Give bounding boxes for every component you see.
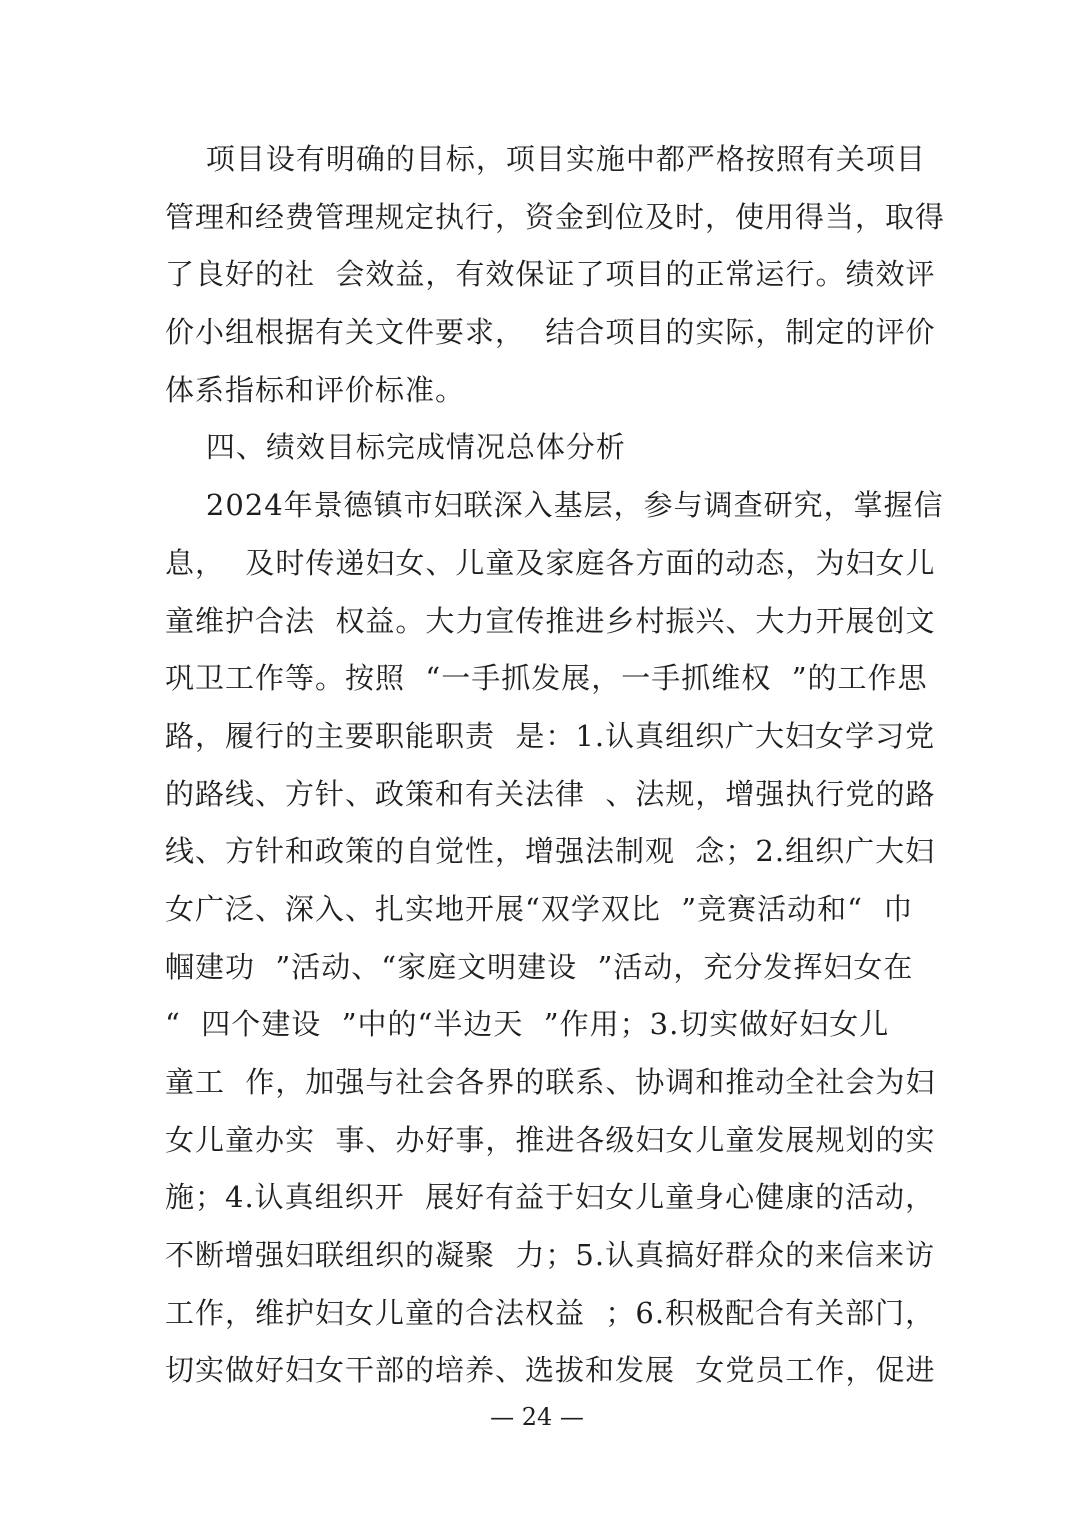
text-line: 女儿童办实 事、办好事，推进各级妇女儿童发展规划的实: [165, 1122, 936, 1157]
text-line: 帼建功 ”活动、“家庭文明建设 ”活动，充分发挥妇女在: [165, 949, 914, 984]
page-number: — 24 —: [490, 1403, 584, 1431]
text-line: 童维护合法 权益。大力宣传推进乡村振兴、大力开展创文: [165, 603, 936, 638]
text-line: 价小组根据有关文件要求， 结合项目的实际，制定的评价: [165, 315, 936, 350]
text-line: 童工 作，加强与社会各界的联系、协调和推动全社会为妇: [165, 1065, 936, 1099]
text-line: 了良好的社 会效益，有效保证了项目的正常运行。绩效评: [165, 257, 936, 292]
text-line: 的路线、方针、政策和有关法律 、法规，增强执行党的路: [165, 776, 936, 811]
body-text: [165, 140, 946, 1409]
text-line: 巩卫工作等。按照 “一手抓发展，一手抓维权 ”的工作思: [165, 661, 928, 696]
text-line: 不断增强妇联组织的凝聚 力；5.认真搞好群众的来信来访: [165, 1238, 936, 1273]
text-line: 管理和经费管理规定执行，资金到位及时，使用得当，取得: [165, 199, 946, 234]
text-line: 2024年景德镇市妇联深入基层，参与调查研究，掌握信: [165, 488, 944, 523]
text-line: 线、方针和政策的自觉性，增强法制观 念；2.组织广大妇: [165, 834, 936, 869]
text-line: 施；4.认真组织开 展好有益于妇女儿童身心健康的活动，: [165, 1180, 936, 1215]
text-line: 体系指标和评价标准。: [165, 372, 466, 407]
section-heading: 四、绩效目标完成情况总体分析: [165, 430, 626, 465]
text-line: 女广泛、深入、扎实地开展“双学双比 ”竞赛活动和“ 巾: [165, 891, 914, 926]
text-line: 项目设有明确的目标，项目实施中都严格按照有关项目: [165, 142, 926, 176]
text-line: “ 四个建设 ”中的“半边天 ”作用；3.切实做好妇女儿: [165, 1007, 890, 1042]
text-line: 息， 及时传递妇女、儿童及家庭各方面的动态，为妇女儿: [165, 545, 936, 580]
text-line: 工作，维护妇女儿童的合法权益 ；6.积极配合有关部门，: [165, 1295, 936, 1330]
text-line: 路，履行的主要职能职责 是：1.认真组织广大妇女学习党: [165, 718, 936, 753]
text-line: 切实做好妇女干部的培养、选拔和发展 女党员工作，促进: [165, 1353, 936, 1388]
